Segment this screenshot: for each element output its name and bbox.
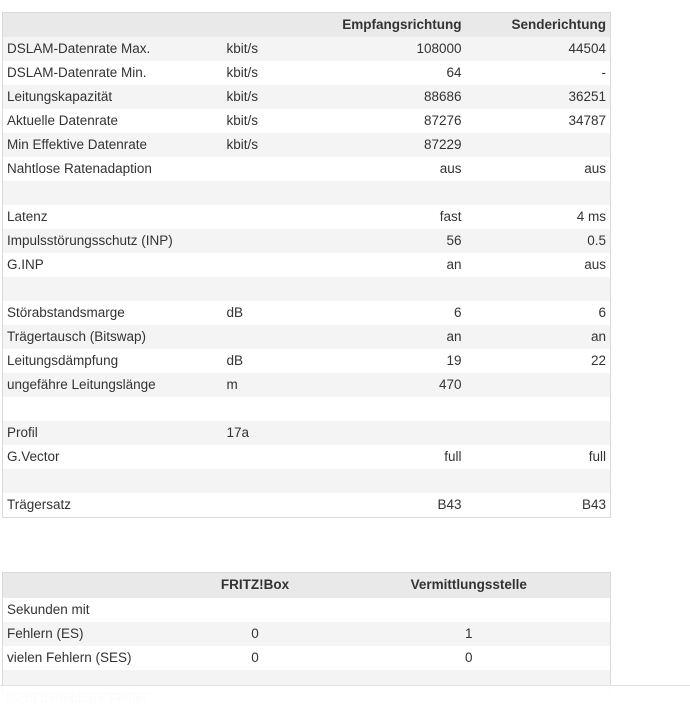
cell-upstream: 4 ms xyxy=(466,205,611,229)
cell-downstream xyxy=(313,421,466,445)
cell-error-label: Fehlern (ES) xyxy=(3,622,183,646)
table-row xyxy=(3,349,611,373)
cell-upstream xyxy=(466,277,611,301)
cell-label: Min Effektive Datenrate xyxy=(3,133,223,157)
table-row xyxy=(3,61,611,85)
cell-error-label: vielen Fehlern (SES) xyxy=(3,646,183,670)
cell-upstream: aus xyxy=(466,157,611,181)
cell-unit xyxy=(223,469,313,493)
cell-error-label: Sekunden mit xyxy=(3,598,183,622)
cell-fritzbox xyxy=(183,598,328,622)
cell-label xyxy=(3,277,223,301)
header-error-label xyxy=(3,573,183,598)
cell-downstream xyxy=(313,277,466,301)
cell-label xyxy=(3,397,223,421)
table-row xyxy=(3,622,611,646)
cell-downstream xyxy=(313,181,466,205)
table-row xyxy=(3,253,611,277)
cell-exchange xyxy=(328,598,611,622)
cell-downstream: full xyxy=(313,445,466,469)
cell-downstream: 87276 xyxy=(313,109,466,133)
cell-unit: kbit/s xyxy=(223,109,313,133)
table-row xyxy=(3,421,611,445)
cell-downstream: 88686 xyxy=(313,85,466,109)
cell-downstream: 19 xyxy=(313,349,466,373)
cell-label: Störabstandsmarge xyxy=(3,301,223,325)
cell-upstream: 36251 xyxy=(466,85,611,109)
cell-unit: kbit/s xyxy=(223,37,313,61)
cell-unit xyxy=(223,397,313,421)
table-row xyxy=(3,205,611,229)
header-downstream: Empfangsrichtung xyxy=(313,13,466,38)
cell-label: ungefähre Leitungslänge xyxy=(3,373,223,397)
header-unit xyxy=(223,13,313,38)
cell-downstream: fast xyxy=(313,205,466,229)
cell-unit xyxy=(223,157,313,181)
header-label xyxy=(3,13,223,38)
cell-label: Impulsstörungsschutz (INP) xyxy=(3,229,223,253)
cell-unit xyxy=(223,205,313,229)
table-row xyxy=(3,325,611,349)
cell-label: DSLAM-Datenrate Max. xyxy=(3,37,223,61)
table-row xyxy=(3,181,611,205)
cell-downstream: 87229 xyxy=(313,133,466,157)
cell-upstream xyxy=(466,133,611,157)
cell-unit: dB xyxy=(223,301,313,325)
cell-downstream: 56 xyxy=(313,229,466,253)
table-row xyxy=(3,37,611,61)
cell-exchange: 0 xyxy=(328,646,611,670)
cell-unit: kbit/s xyxy=(223,133,313,157)
table-row xyxy=(3,646,611,670)
cell-upstream: full xyxy=(466,445,611,469)
cell-upstream: 44504 xyxy=(466,37,611,61)
cell-unit: kbit/s xyxy=(223,85,313,109)
cell-unit xyxy=(223,253,313,277)
table-row xyxy=(3,598,611,622)
cell-downstream: B43 xyxy=(313,493,466,518)
cell-unit xyxy=(223,277,313,301)
cell-unit: m xyxy=(223,373,313,397)
header-exchange: Vermittlungsstelle xyxy=(328,573,611,598)
header-fritzbox: FRITZ!Box xyxy=(183,573,328,598)
header-upstream: Senderichtung xyxy=(466,13,611,38)
cell-label: Leitungskapazität xyxy=(3,85,223,109)
table-row xyxy=(3,277,611,301)
cell-downstream xyxy=(313,469,466,493)
cell-downstream: 64 xyxy=(313,61,466,85)
table-row xyxy=(3,493,611,518)
cell-upstream: 6 xyxy=(466,301,611,325)
table-row xyxy=(3,445,611,469)
cell-unit: kbit/s xyxy=(223,61,313,85)
cell-upstream: aus xyxy=(466,253,611,277)
cell-downstream: 470 xyxy=(313,373,466,397)
table-row xyxy=(3,397,611,421)
cell-upstream: B43 xyxy=(466,493,611,518)
cell-label: Trägertausch (Bitswap) xyxy=(3,325,223,349)
cell-label xyxy=(3,181,223,205)
table-row xyxy=(3,229,611,253)
cell-label: Profil xyxy=(3,421,223,445)
cell-downstream: 6 xyxy=(313,301,466,325)
table-row xyxy=(3,373,611,397)
cell-label xyxy=(3,469,223,493)
cell-label: Aktuelle Datenrate xyxy=(3,109,223,133)
cell-upstream: 22 xyxy=(466,349,611,373)
table-row xyxy=(3,301,611,325)
cell-unit: 17a xyxy=(223,421,313,445)
cell-unit xyxy=(223,493,313,518)
cell-downstream: 108000 xyxy=(313,37,466,61)
dsl-info-table xyxy=(2,12,611,518)
cell-label: Trägersatz xyxy=(3,493,223,518)
cell-label: Leitungsdämpfung xyxy=(3,349,223,373)
cell-fritzbox: 0 xyxy=(183,622,328,646)
cell-upstream: an xyxy=(466,325,611,349)
cell-upstream xyxy=(466,397,611,421)
cell-downstream xyxy=(313,397,466,421)
cell-upstream xyxy=(466,181,611,205)
cell-label: G.INP xyxy=(3,253,223,277)
cell-label: Latenz xyxy=(3,205,223,229)
table-row xyxy=(3,133,611,157)
dsl-header-row xyxy=(3,13,611,38)
cell-fritzbox: 0 xyxy=(183,646,328,670)
cell-upstream: - xyxy=(466,61,611,85)
cell-unit xyxy=(223,445,313,469)
cell-upstream: 0.5 xyxy=(466,229,611,253)
cell-upstream xyxy=(466,469,611,493)
table-row xyxy=(3,469,611,493)
cell-upstream xyxy=(466,421,611,445)
cell-unit xyxy=(223,325,313,349)
cell-label: Nahtlose Ratenadaption xyxy=(3,157,223,181)
cell-upstream xyxy=(466,373,611,397)
cell-exchange: 1 xyxy=(328,622,611,646)
bottom-fade-overlay xyxy=(0,685,690,704)
cell-unit xyxy=(223,181,313,205)
cell-label: DSLAM-Datenrate Min. xyxy=(3,61,223,85)
cell-downstream: aus xyxy=(313,157,466,181)
cell-label: G.Vector xyxy=(3,445,223,469)
error-header-row xyxy=(3,573,611,598)
table-row xyxy=(3,85,611,109)
cell-downstream: an xyxy=(313,253,466,277)
table-row xyxy=(3,157,611,181)
table-row xyxy=(3,109,611,133)
cell-upstream: 34787 xyxy=(466,109,611,133)
cell-unit xyxy=(223,229,313,253)
error-stats-table xyxy=(2,572,611,694)
cell-downstream: an xyxy=(313,325,466,349)
cell-unit: dB xyxy=(223,349,313,373)
